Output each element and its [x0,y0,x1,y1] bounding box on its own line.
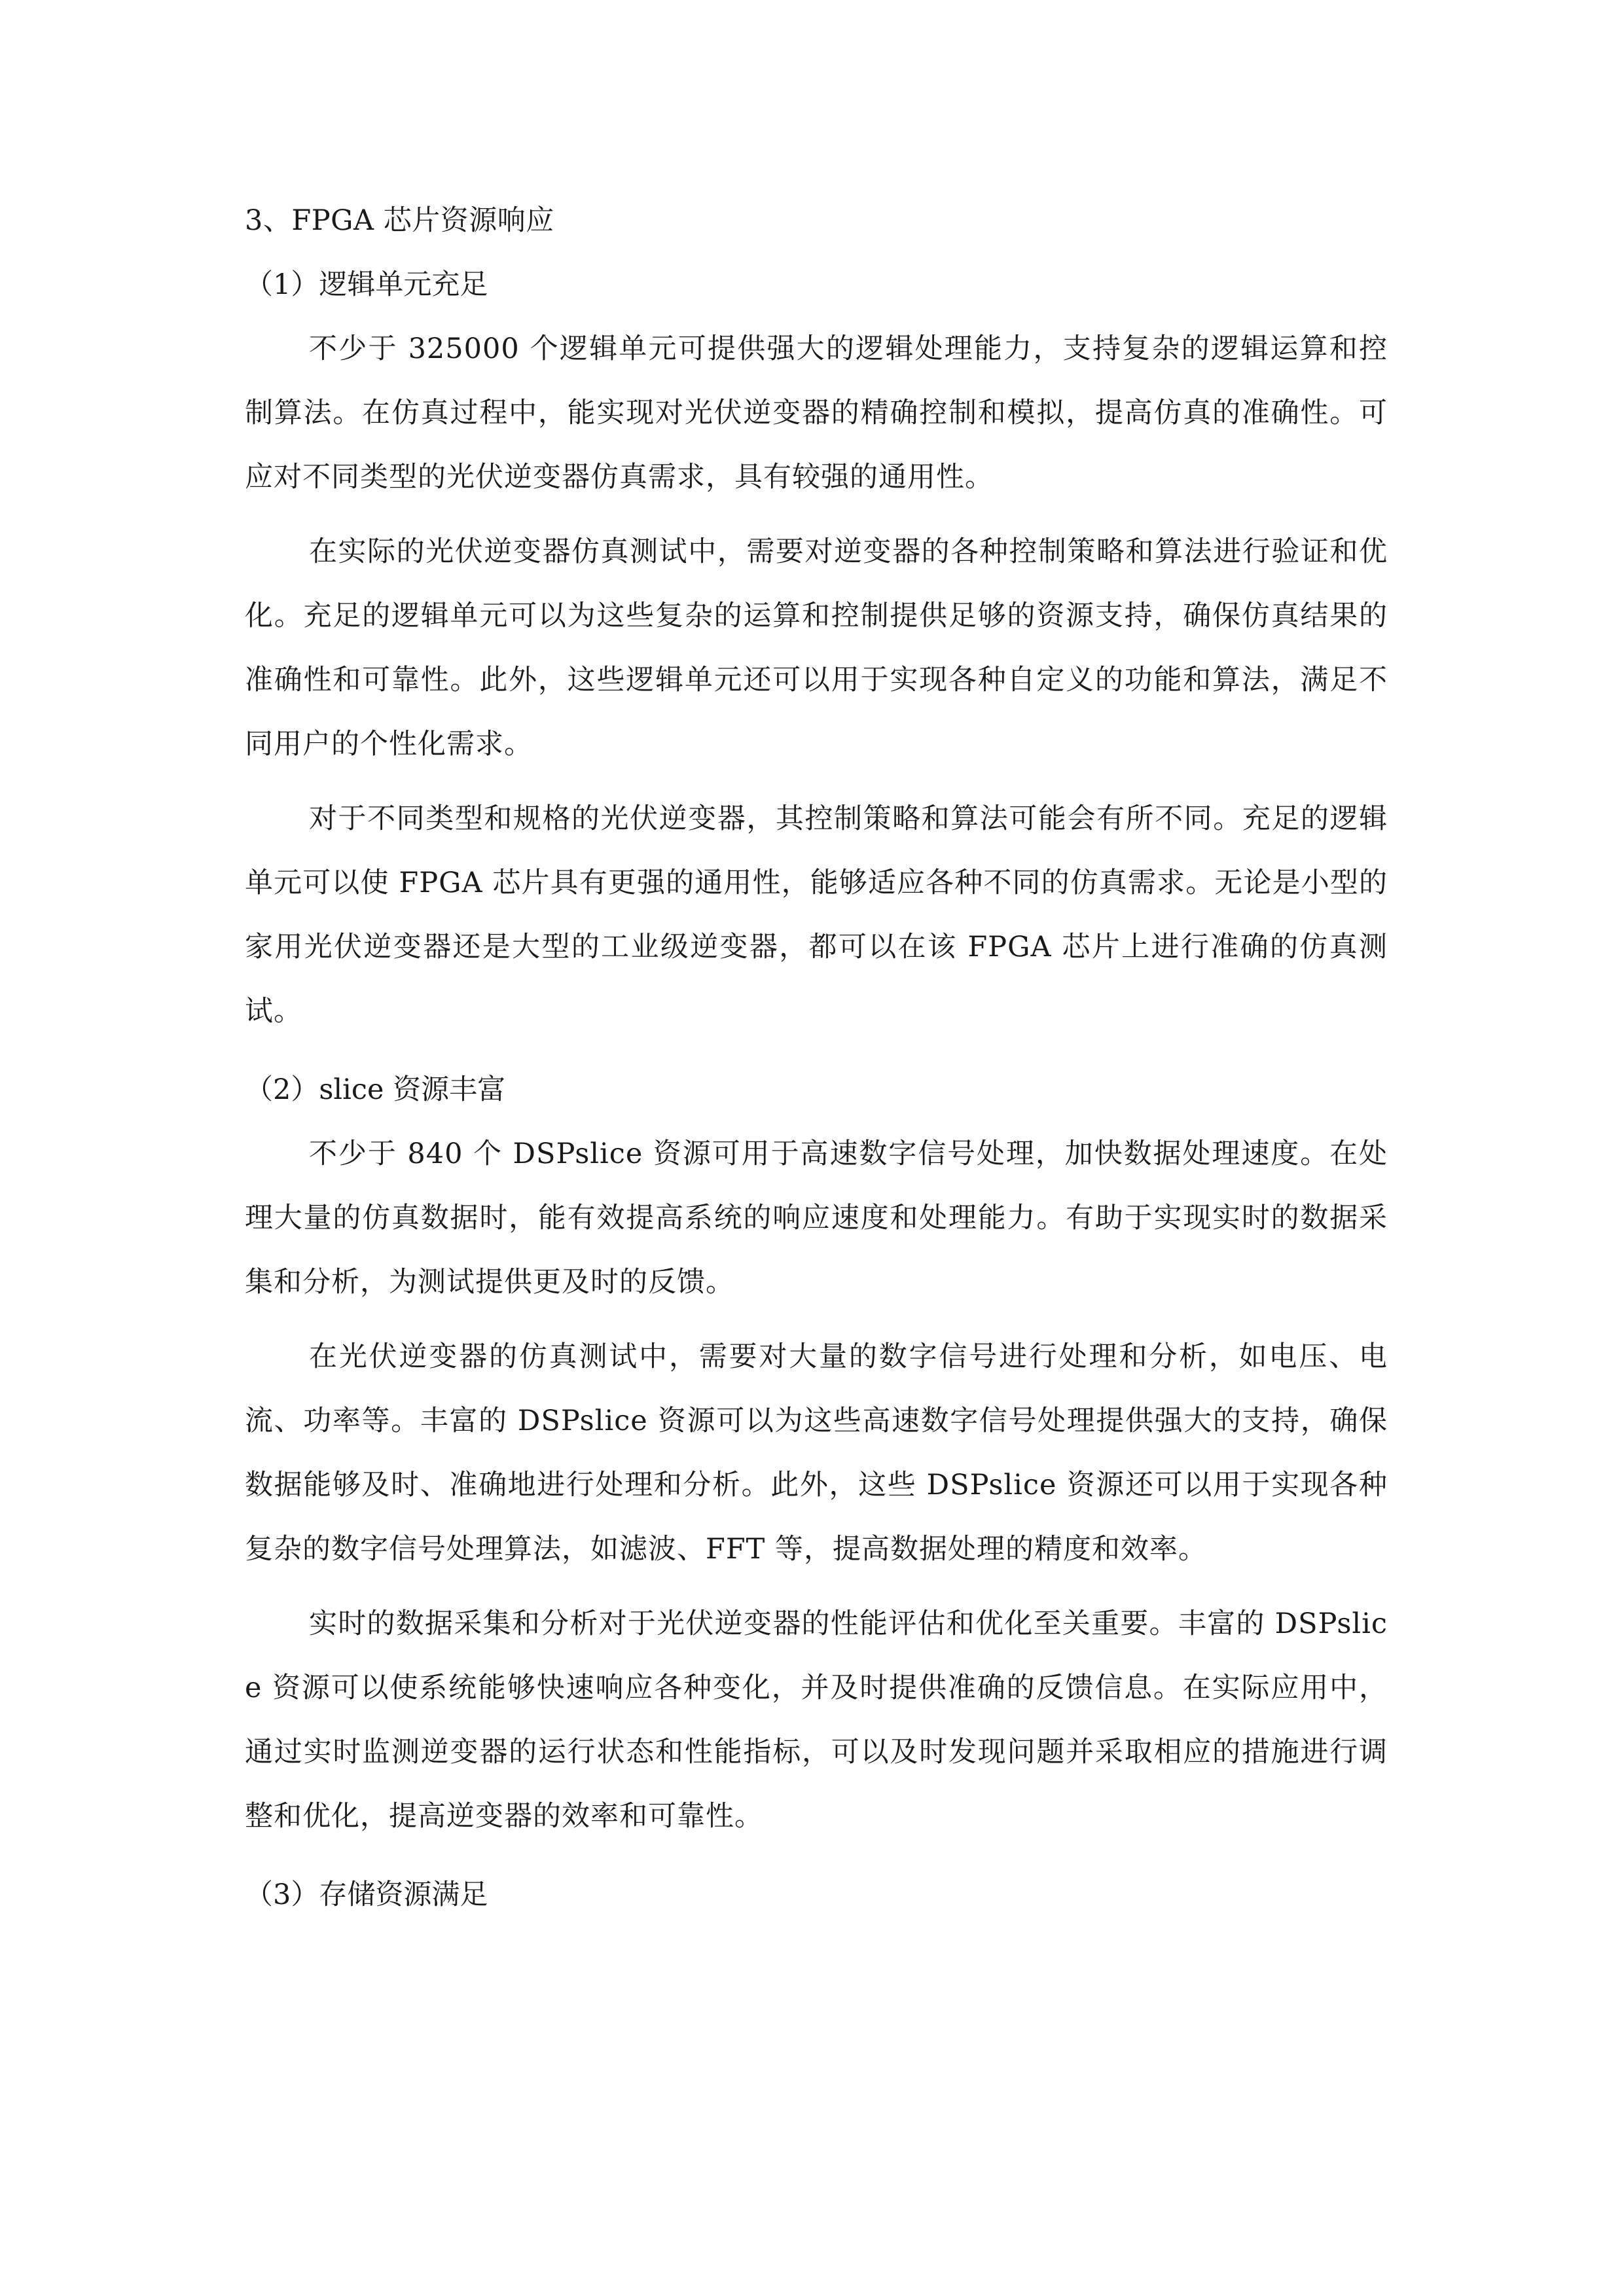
document-body [245,188,1388,1927]
paragraph: 不少于 325000 个逻辑单元可提供强大的逻辑处理能力，支持复杂的逻辑运算和控制算法。在仿真过程中，能实现对光伏逆变器的精确控制和模拟，提高仿真的准确性。可应对不同类型的光伏逆变器仿真需求，具有较强的通用性。 [245,332,1388,493]
paragraph: 在光伏逆变器的仿真测试中，需要对大量的数字信号进行处理和分析，如电压、电流、功率等。丰富的 DSPslice 资源可以为这些高速数字信号处理提供强大的支持，确保数据能够及时、准确地进行处理和分析。此外，这些 DSPslice 资源还可以用于实现各种复杂的数字信号处理算法，如滤波、FFT 等，提高数据处理的精度和效率。 [245,1340,1388,1566]
subsection-heading-logic-units: （1）逻辑单元充足 [245,268,488,301]
paragraph: 实时的数据采集和分析对于光伏逆变器的性能评估和优化至关重要。丰富的 DSPslice 资源可以使系统能够快速响应各种变化，并及时提供准确的反馈信息。在实际应用中，通过实时监测逆变器的运行状态和性能指标，可以及时发现问题并采取相应的措施进行调整和优化，提高逆变器的效率和可靠性。 [245,1607,1388,1833]
subsection-heading-slice-resources: （2）slice 资源丰富 [245,1073,506,1106]
subsection-heading-storage-resources: （3）存储资源满足 [245,1878,488,1911]
section-title: 3、FPGA 芯片资源响应 [245,204,554,237]
paragraph: 在实际的光伏逆变器仿真测试中，需要对逆变器的各种控制策略和算法进行验证和优化。充足的逻辑单元可以为这些复杂的运算和控制提供足够的资源支持，确保仿真结果的准确性和可靠性。此外，这些逻辑单元还可以用于实现各种自定义的功能和算法，满足不同用户的个性化需求。 [245,535,1388,761]
paragraph: 对于不同类型和规格的光伏逆变器，其控制策略和算法可能会有所不同。充足的逻辑单元可以使 FPGA 芯片具有更强的通用性，能够适应各种不同的仿真需求。无论是小型的家用光伏逆变器还是大型的工业级逆变器，都可以在该 FPGA 芯片上进行准确的仿真测试。 [245,802,1388,1028]
paragraph: 不少于 840 个 DSPslice 资源可用于高速数字信号处理，加快数据处理速度。在处理大量的仿真数据时，能有效提高系统的响应速度和处理能力。有助于实现实时的数据采集和分析，为测试提供更及时的反馈。 [245,1138,1388,1299]
